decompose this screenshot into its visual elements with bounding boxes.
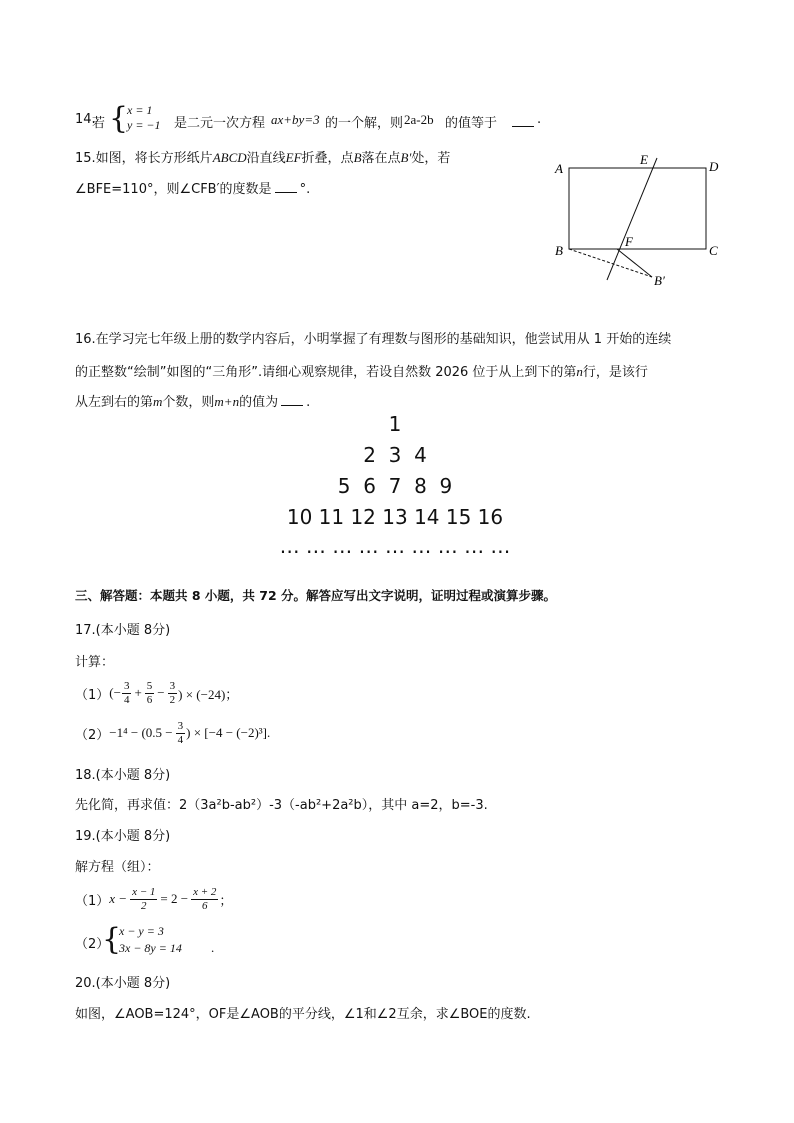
label-f: F xyxy=(625,234,633,249)
fraction-denominator: 4 xyxy=(177,733,184,746)
triangle-row-4: 10 11 12 13 14 15 16 xyxy=(286,505,504,529)
q16-line2 xyxy=(75,361,648,380)
q19-part2 xyxy=(75,924,235,958)
q15-bprime: B′ xyxy=(400,150,412,165)
fraction-numerator: 5 xyxy=(146,679,153,692)
triangle-row-3: 5 6 7 8 9 xyxy=(337,474,453,498)
fraction-denominator: 2 xyxy=(169,693,176,706)
q17-p2-a: −1⁴ − (0.5 − xyxy=(109,725,173,740)
q14-expression: 2a-2b xyxy=(404,112,434,127)
fraction xyxy=(168,680,178,707)
fraction-numerator: x − 1 xyxy=(132,885,156,898)
q15-ef: EF xyxy=(285,150,302,165)
q17-p1-d: ) × (−24)； xyxy=(178,686,239,702)
q16-m: m xyxy=(153,394,163,409)
fraction-denominator: 2 xyxy=(140,899,147,912)
q15-answer-blank xyxy=(275,180,297,193)
q15-abcd: ABCD xyxy=(212,150,247,165)
q17-p1-num: （1） xyxy=(75,687,110,703)
q18-text: 先化简，再求值：2（3a²b-ab²）-3（-ab²+2a²b），其中 a=2，b=-3. xyxy=(75,798,488,813)
q15-line2 xyxy=(75,178,310,197)
q16-line3-d: . xyxy=(306,395,311,410)
q15-line1-d: 落在点 xyxy=(361,151,401,166)
fraction-numerator: 3 xyxy=(169,679,176,692)
q14-text-a: 是二元一次方程 xyxy=(174,116,266,131)
q14-brace: { xyxy=(109,101,129,136)
q14-ruo: 若 xyxy=(92,116,106,131)
fraction-denominator: 4 xyxy=(123,693,130,706)
q14-answer-blank xyxy=(512,114,534,127)
q15-line1-e: 处，若 xyxy=(411,151,451,166)
q17-p1-b: + xyxy=(134,685,142,700)
triangle-row-1: 1 xyxy=(388,412,402,436)
q17-p1-c: − xyxy=(157,685,165,700)
q19-p1-c: ； xyxy=(219,893,233,909)
fraction-numerator: 3 xyxy=(123,679,130,692)
q19-p1-b: = 2 − xyxy=(160,891,189,906)
fraction xyxy=(145,680,155,707)
dashed-line-bbp xyxy=(569,249,652,277)
q16-n: n xyxy=(576,364,583,379)
q19-label: 解方程（组）： xyxy=(75,860,160,875)
q15-line2-a: ∠BFE=110°，则∠CFB′的度数是 xyxy=(75,182,272,197)
q14-end: . xyxy=(537,112,542,127)
label-c: C xyxy=(709,243,718,258)
q16-line3 xyxy=(75,391,310,410)
label-e: E xyxy=(640,152,648,167)
q17-part1 xyxy=(75,677,238,709)
q17-p2-b: ) × [−4 − (−2)³]. xyxy=(186,725,271,740)
q19-p1-a: x − xyxy=(109,891,128,906)
label-d: D xyxy=(709,159,719,174)
q19-brace: { xyxy=(102,922,122,957)
label-a: A xyxy=(555,161,563,176)
q16-mn: m+n xyxy=(214,394,240,409)
q17-part2 xyxy=(75,717,270,749)
q16-line3-a: 从左到右的第 xyxy=(75,395,154,410)
q19-p2-end: . xyxy=(211,940,215,955)
q16-line3-c: 的值为 xyxy=(239,395,279,410)
q14-number: 14. xyxy=(75,112,96,127)
q15-line1-a: 15.如图，将长方形纸片 xyxy=(75,151,213,166)
fraction-numerator: 3 xyxy=(177,719,184,732)
label-b: B xyxy=(555,243,563,258)
q19-p2-num: （2） xyxy=(75,937,110,952)
q19-head: 19.(本小题 8分) xyxy=(75,829,171,844)
q16-line1: 16.在学习完七年级上册的数学内容后，小明掌握了有理数与图形的基础知识，他尝试用从 1 开始的连续 xyxy=(75,332,672,347)
q15-line1 xyxy=(75,147,450,166)
fraction-denominator: 6 xyxy=(146,693,153,706)
q14-sys-line1: x = 1 xyxy=(127,103,153,117)
q16-line2-a: 的正整数“绘制”如图的“三角形”.请细心观察规律，若设自然数 2026 位于从上到下的第 xyxy=(75,365,577,380)
q14-sys-line2: y = −1 xyxy=(127,118,161,132)
label-bprime: B′ xyxy=(654,273,665,288)
q15-line1-b: 沿直线 xyxy=(246,151,286,166)
q16-line2-b: 行，是该行 xyxy=(582,365,648,380)
q16-answer-blank xyxy=(281,393,303,406)
fold-line-ef xyxy=(607,158,657,280)
triangle-row-5: … … … … … … … … … xyxy=(279,534,511,558)
fraction xyxy=(176,720,186,747)
q20-text: 如图，∠AOB=124°，OF是∠AOB的平分线，∠1和∠2互余，求∠BOE的度数. xyxy=(75,1007,531,1022)
q16-line3-b: 个数，则 xyxy=(162,395,215,410)
q17-label: 计算： xyxy=(75,655,115,670)
q17-head: 17.(本小题 8分) xyxy=(75,623,171,638)
q20-head: 20.(本小题 8分) xyxy=(75,976,171,991)
q15-line2-b: °. xyxy=(299,182,311,197)
fraction-denominator: 6 xyxy=(201,899,208,912)
fraction xyxy=(191,886,218,913)
q14-text-c: 的值等于 xyxy=(445,116,498,131)
fraction-numerator: x + 2 xyxy=(193,885,217,898)
q14-equation: ax+by=3 xyxy=(271,112,320,127)
section3-title: 三、解答题：本题共 8 小题，共 72 分。解答应写出文字说明，证明过程或演算步骤。 xyxy=(75,588,557,603)
rectangle-abcd xyxy=(569,168,706,249)
q19-p1-num: （1） xyxy=(75,893,110,909)
fraction xyxy=(130,886,157,913)
q18-head: 18.(本小题 8分) xyxy=(75,768,171,783)
q14-text-b: 的一个解，则 xyxy=(325,116,404,131)
q17-p2-num: （2） xyxy=(75,727,110,743)
q15-figure xyxy=(548,148,728,290)
q19-part1 xyxy=(75,883,232,915)
fraction xyxy=(122,680,132,707)
line-fbp xyxy=(617,249,652,277)
q19-p2-line2: 3x − 8y = 14 xyxy=(119,941,182,955)
q15-b: B xyxy=(353,150,362,165)
q19-p2-line1: x − y = 3 xyxy=(119,924,164,938)
triangle-row-2: 2 3 4 xyxy=(363,443,427,467)
q15-line1-c: 折叠，点 xyxy=(301,151,354,166)
number-triangle xyxy=(250,412,540,562)
q17-p1-a: (− xyxy=(109,685,121,700)
